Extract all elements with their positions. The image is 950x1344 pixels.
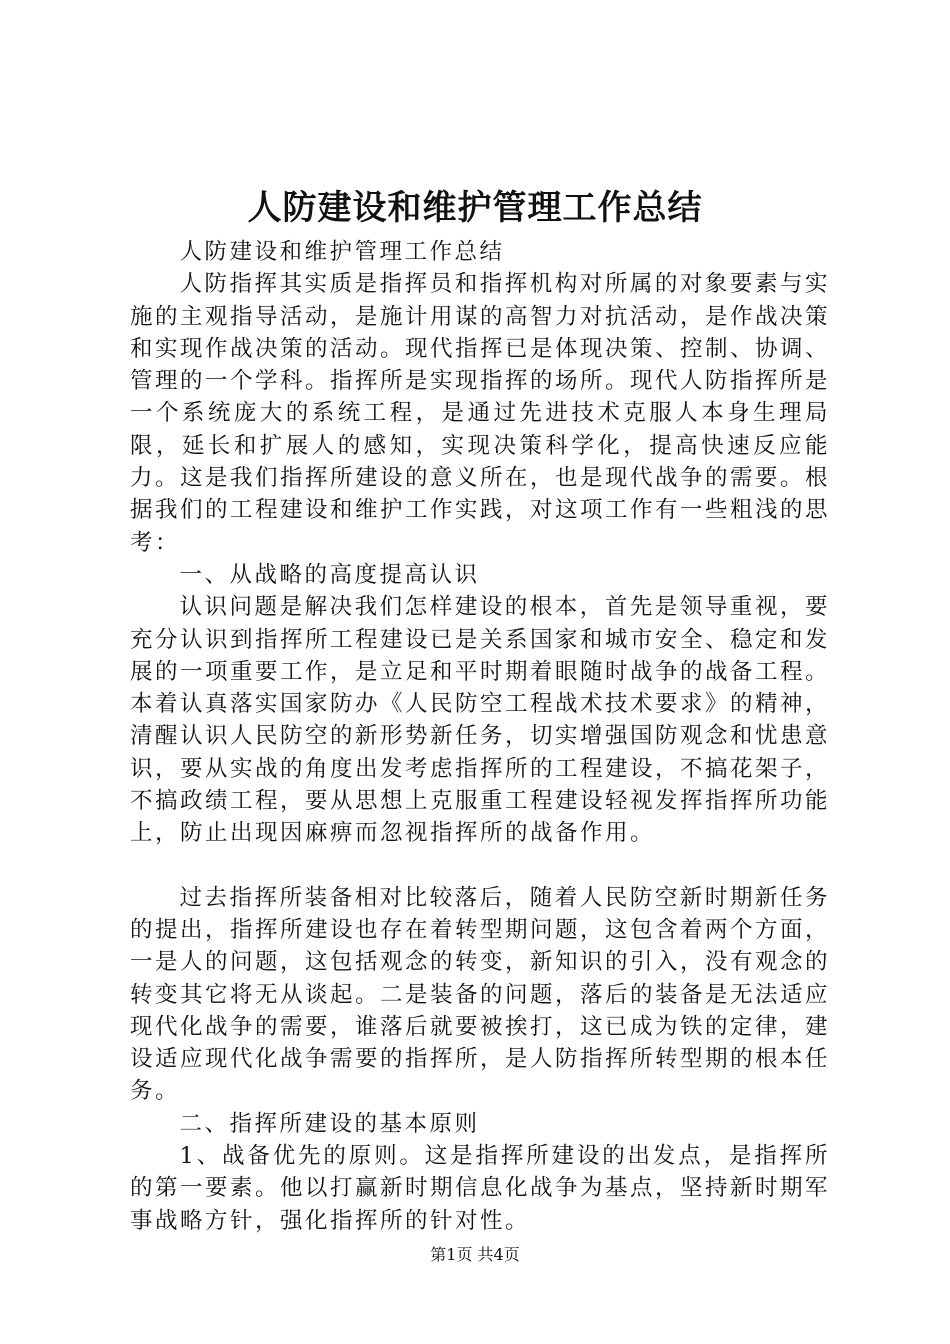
- section-1-paragraph-2: 过去指挥所装备相对比较落后，随着人民防空新时期新任务的提出，指挥所建设也存在着转型期问题，这包含着两个方面，一是人的问题，这包括观念的转变，新知识的引入，没有观念的转变其它将无从谈起。二是装备的问题，落后的装备是无法适应现代化战争的需要，谁落后就要被挨打，这已成为铁的定律，建设适应现代化战争需要的指挥所，是人防指挥所转型期的根本任务。: [130, 884, 831, 1105]
- subtitle-paragraph: 人防建设和维护管理工作总结: [179, 239, 505, 265]
- section-1-paragraph: 认识问题是解决我们怎样建设的根本，首先是领导重视，要充分认识到指挥所工程建设已是关系国家和城市安全、稳定和发展的一项重要工作，是立足和平时期着眼随时战争的战备工程。本着认真落实国家防办《人民防空工程战术技术要求》的精神，清醒认识人民防空的新形势新任务，切实增强国防观念和忧患意识，要从实战的角度出发考虑指挥所的工程建设，不搞花架子，不搞政绩工程，要从思想上克服重工程建设轻视发挥指挥所功能上，防止出现因麻痹而忽视指挥所的战备作用。: [130, 594, 831, 847]
- intro-paragraph: 人防指挥其实质是指挥员和指挥机构对所属的对象要素与实施的主观指导活动，是施计用谋的高智力对抗活动，是作战决策和实现作战决策的活动。现代指挥已是体现决策、控制、协调、管理的一个学科。指挥所是实现指挥的场所。现代人防指挥所是一个系统庞大的系统工程，是通过先进技术克服人本身生理局限，延长和扩展人的感知，实现决策科学化，提高快速反应能力。这是我们指挥所建设的意义所在，也是现代战争的需要。根据我们的工程建设和维护工作实践，对这项工作有一些粗浅的思考：: [130, 271, 831, 556]
- page-footer: 第1页 共4页: [430, 1245, 520, 1264]
- document-title: 人防建设和维护管理工作总结: [247, 188, 703, 228]
- section-heading-2: 二、指挥所建设的基本原则: [179, 1110, 480, 1137]
- document-body: [130, 236, 830, 1237]
- principle-1-paragraph: 1、战备优先的原则。这是指挥所建设的出发点，是指挥所的第一要素。他以打赢新时期信息化战争为基点，坚持新时期军事战略方针，强化指挥所的针对性。: [130, 1143, 831, 1234]
- section-heading-1: 一、从战略的高度提高认识: [179, 561, 480, 588]
